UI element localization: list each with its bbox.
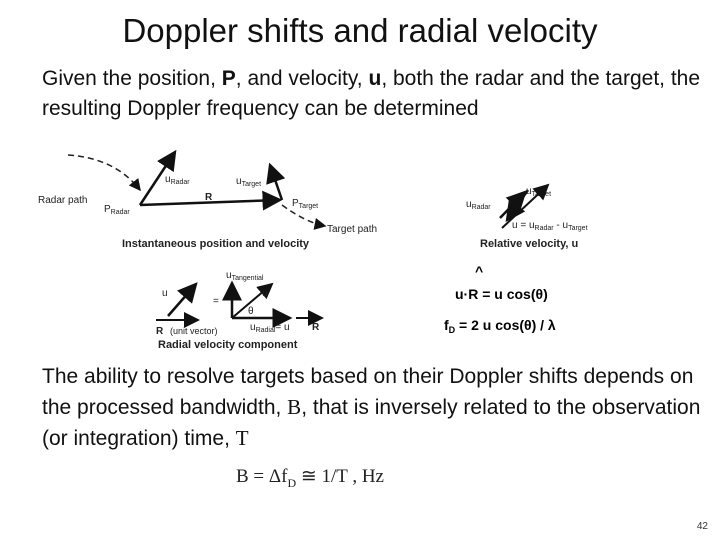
u-radial-eq: = u xyxy=(275,322,290,333)
rel-eq-radar-sub: Radar xyxy=(534,225,554,232)
intro-p-symbol: P xyxy=(221,67,236,90)
intro-text: , both the radar and the target, the resulting Doppler frequency can be determined xyxy=(42,67,701,120)
para2-t-symbol: T xyxy=(235,426,249,450)
page-title: Doppler shifts and radial velocity xyxy=(122,12,598,49)
diagram3-caption: Radial velocity component xyxy=(158,339,298,351)
u-tangential-label xyxy=(226,270,264,282)
p-target-label xyxy=(292,198,318,210)
p-radar-label xyxy=(104,204,130,216)
r-hat-left-r: R xyxy=(156,326,164,337)
u-radar-sub: Radar xyxy=(170,179,190,186)
u-tangential-u: u xyxy=(226,270,232,281)
diagram-position-velocity xyxy=(38,152,377,250)
u-radar-rel-sub: Radar xyxy=(471,204,491,211)
rel-eq-minus: - u xyxy=(553,220,569,231)
hat-glyph: ^ xyxy=(475,263,484,279)
u-target-u: u xyxy=(236,176,242,187)
u-radial-u: u xyxy=(250,322,256,333)
r-hat-right-label: R xyxy=(312,322,320,333)
diagram-relative-velocity xyxy=(466,185,588,250)
intro-text: , and velocity, xyxy=(235,67,369,90)
formula-sub: D xyxy=(287,475,297,490)
u-target-rel-u: u xyxy=(526,186,532,197)
u-radar-label xyxy=(165,174,190,186)
diagram1-caption: Instantaneous position and velocity xyxy=(122,238,310,250)
formula-rel: ≅ 1/T , Hz xyxy=(296,466,384,487)
u-target-sub: Target xyxy=(241,181,262,188)
rel-eq-target-sub: Target xyxy=(568,225,588,232)
u-radial-label xyxy=(250,322,290,334)
dot-product-equation: u·R = u cos(θ) xyxy=(455,286,548,302)
theta-label: θ xyxy=(248,306,254,317)
r-label: R xyxy=(205,192,213,203)
r-hat-left-label xyxy=(156,326,218,337)
radar-path-label: Radar path xyxy=(38,195,88,206)
u-left-arrow xyxy=(168,284,196,316)
target-path-label: Target path xyxy=(327,224,378,235)
u-target-label xyxy=(236,176,261,188)
intro-text: Given the position, xyxy=(42,67,222,90)
u-radar-rel-label xyxy=(466,199,491,211)
u-radar-rel-u: u xyxy=(466,199,472,210)
doppler-sub: D xyxy=(448,325,456,335)
u-target-rel-arrow xyxy=(507,190,528,220)
formula-lhs: B = Δf xyxy=(236,466,288,487)
p-target-sub: Target xyxy=(298,203,319,210)
para2-text: , that is inversely related to the observation (or integration) time, xyxy=(42,396,701,450)
diagram-radial-component xyxy=(156,270,322,351)
rel-eq-lhs: u = u xyxy=(512,220,535,231)
radar-path-curve xyxy=(68,155,140,190)
u-target-rel-label xyxy=(526,186,551,198)
para2-b-symbol: B xyxy=(287,395,302,419)
equals-sign: = xyxy=(213,296,219,307)
resolution-paragraph xyxy=(42,362,702,454)
bandwidth-formula xyxy=(236,465,384,491)
u-target-arrow xyxy=(270,165,282,200)
relative-velocity-equation xyxy=(512,220,588,232)
doppler-f: f xyxy=(444,317,449,333)
u-radar-u: u xyxy=(165,174,171,185)
diagram2-caption: Relative velocity, u xyxy=(480,238,579,250)
u-tangential-sub: Tangential xyxy=(231,275,264,282)
doppler-frequency-equation xyxy=(444,317,556,335)
unit-vector-note: (unit vector) xyxy=(170,326,218,336)
u-mid-label: u xyxy=(262,288,268,299)
p-radar-p: P xyxy=(104,204,111,215)
intro-u-symbol: u xyxy=(368,67,382,90)
p-target-p: P xyxy=(292,198,299,209)
doppler-rest: = 2 u cos(θ) / λ xyxy=(455,317,556,333)
u-target-rel-sub: Target xyxy=(531,191,552,198)
para2-text: The ability to resolve targets based on their Doppler shifts depends on the processed bandwidth, xyxy=(42,365,694,419)
page-number: 42 xyxy=(696,521,708,532)
u-left-label: u xyxy=(162,288,168,299)
u-radial-sub: Radial xyxy=(255,327,276,334)
p-radar-sub: Radar xyxy=(110,209,130,216)
